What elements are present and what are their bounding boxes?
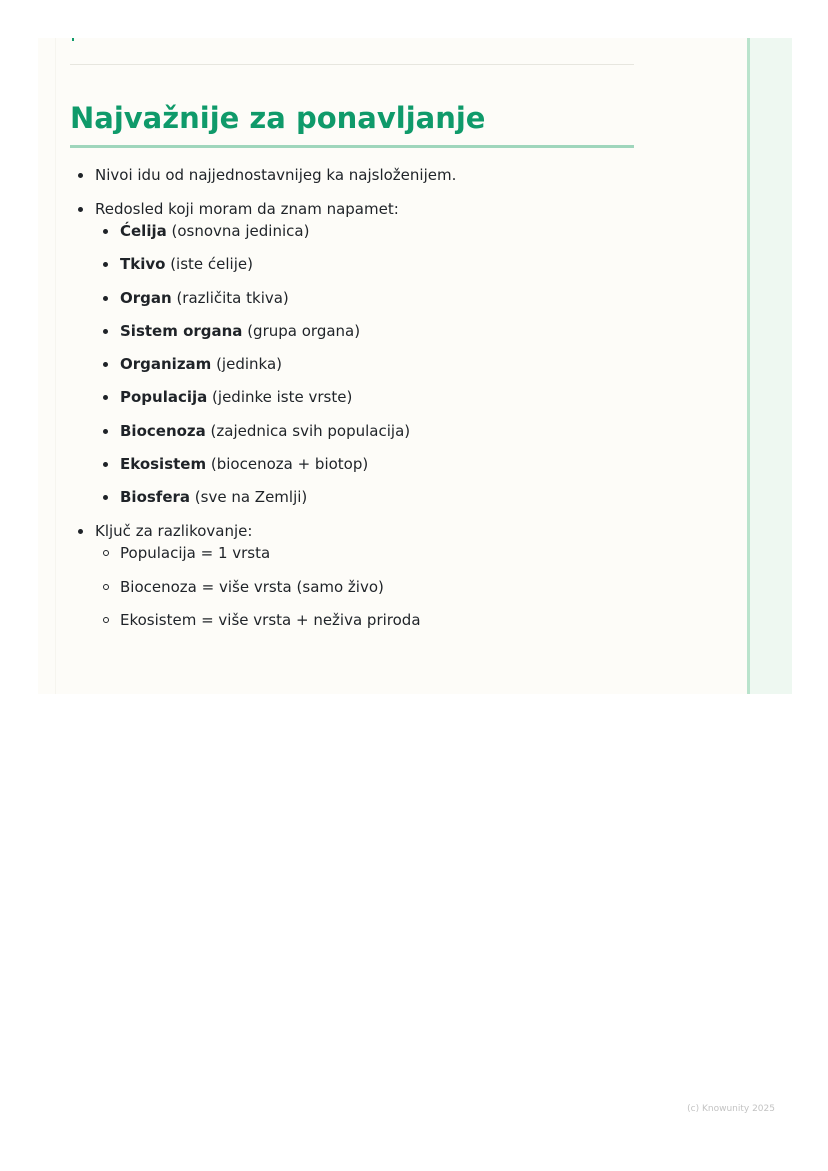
level-item: Ćelija (osnovna jedinica)	[120, 220, 635, 242]
list-item: Nivoi idu od najjednostavnijeg ka najsloženijem.	[95, 164, 635, 186]
side-margin-strip	[747, 38, 792, 694]
level-item: Tkivo (iste ćelije)	[120, 253, 635, 275]
level-item: Biosfera (sve na Zemlji)	[120, 486, 635, 508]
distinction-key-list	[95, 542, 635, 631]
list-item: Redosled koji moram da znam napamet: Ćelija (osnovna jedinica) Tkivo (iste ćelije) Organ (različita tkiva) Sistem organa (grupa organa) Organizam (jedinka) Populacija (jedinke iste vrste) Biocenoza (zajednica svih populacija) Ekosistem (biocenoza + biotop) Biosfera (sve na Zemlji)	[95, 198, 635, 508]
level-item: Organ (različita tkiva)	[120, 287, 635, 309]
key-points-list	[70, 164, 635, 643]
level-item: Organizam (jedinka)	[120, 353, 635, 375]
level-item: Sistem organa (grupa organa)	[120, 320, 635, 342]
previous-content-fragment	[72, 38, 74, 41]
key-item: Ekosistem = više vrsta + neživa priroda	[120, 609, 635, 631]
copyright-footer: (c) Knowunity 2025	[687, 1104, 775, 1114]
title-underline	[70, 145, 634, 148]
list-item: Ključ za razlikovanje: Populacija = 1 vrsta Biocenoza = više vrsta (samo živo) Ekosistem = više vrsta + neživa priroda	[95, 520, 635, 631]
key-item: Populacija = 1 vrsta	[120, 542, 635, 564]
level-item: Ekosistem (biocenoza + biotop)	[120, 453, 635, 475]
key-item: Biocenoza = više vrsta (samo živo)	[120, 576, 635, 598]
level-item: Biocenoza (zajednica svih populacija)	[120, 420, 635, 442]
section-divider	[70, 64, 634, 65]
section-title: Najvažnije za ponavljanje	[70, 101, 486, 135]
level-item: Populacija (jedinke iste vrste)	[120, 386, 635, 408]
hierarchy-levels-list	[95, 220, 635, 508]
